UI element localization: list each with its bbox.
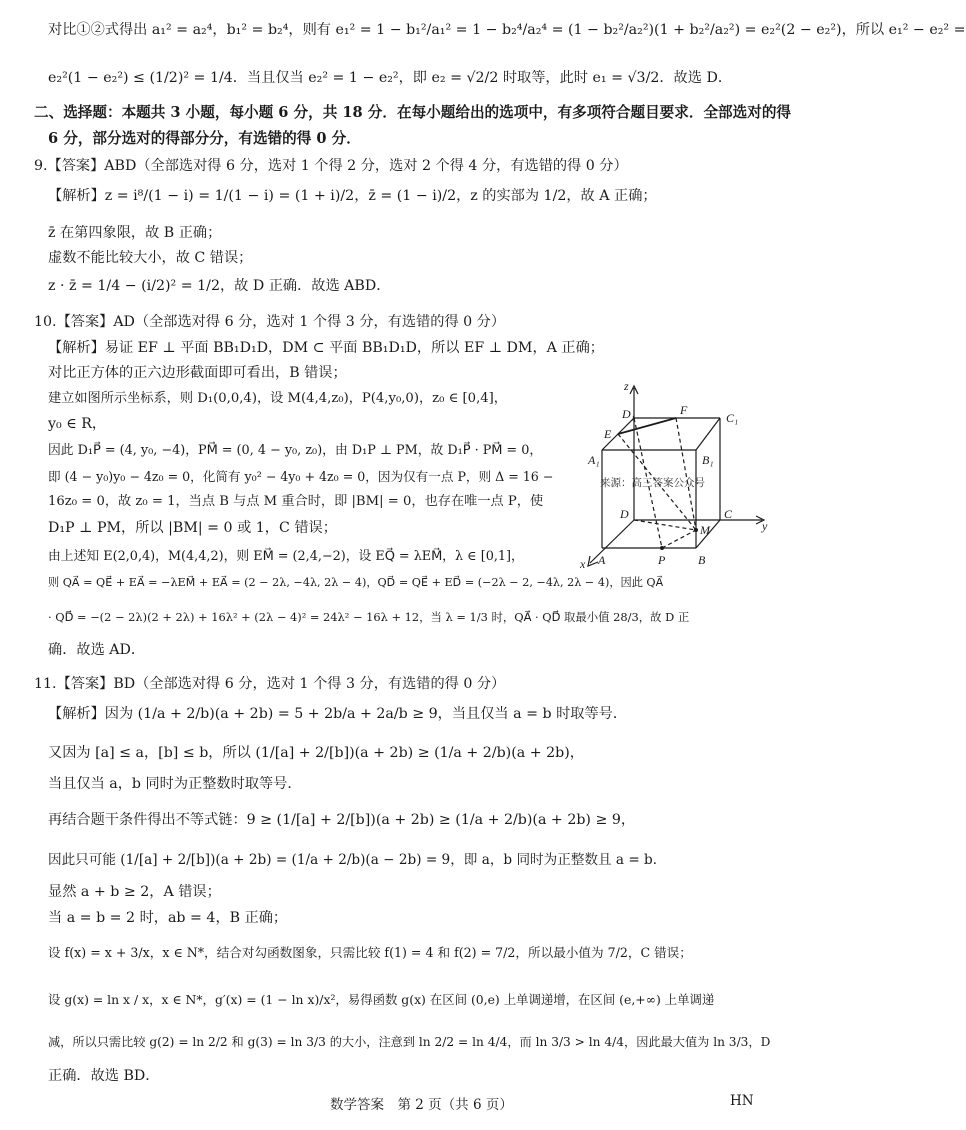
q9-analysis-3: 虚数不能比较大小，故 C 错误； bbox=[48, 250, 253, 266]
q11-analysis-8: 设 f(x) = x + 3/x，x ∈ N*，结合对勾函数图象，只需比较 f(1) = 4 和 f(2) = 7/2，所以最小值为 7/2，C 错误； bbox=[48, 945, 692, 960]
segment-pm bbox=[662, 530, 696, 548]
label-f: F bbox=[680, 403, 688, 417]
q9-analysis-1: 【解析】z = i⁸/(1 − i) = 1/(1 − i) = (1 + i)/2，z̄ = (1 − i)/2，z 的实部为 1/2，故 A 正确； bbox=[48, 188, 657, 204]
cube-figure bbox=[576, 378, 776, 573]
label-c: C bbox=[724, 507, 733, 521]
label-d: D bbox=[620, 507, 629, 521]
footer-region-code: HN bbox=[730, 1093, 754, 1109]
point-p bbox=[660, 546, 664, 550]
label-b1: B₁ bbox=[702, 453, 714, 467]
q10-analysis-12: 确．故选 AD． bbox=[48, 642, 146, 658]
q10-analysis-7: 16z₀ = 0，故 z₀ = 1，当点 B 与点 M 重合时，即 |BM| = 0，也存在唯一点 P，使 bbox=[48, 494, 544, 509]
x-arrow bbox=[588, 556, 598, 566]
label-a1: A₁ bbox=[588, 453, 600, 467]
edge-c1b1 bbox=[696, 418, 720, 450]
q10-analysis-11: · QD⃗ = −(2 − 2λ)(2 + 2λ) + 16λ² + (2λ − 4)² = 24λ² − 16λ + 12，当 λ = 1/3 时，QA⃗ · QD⃗ 取最小值 28/3，故 D 正 bbox=[48, 610, 690, 624]
q10-analysis-4: y₀ ∈ R， bbox=[48, 416, 107, 432]
label-e: E bbox=[604, 427, 612, 441]
q10-analysis-2: 对比正方体的正六边形截面即可看出，B 错误； bbox=[48, 365, 347, 381]
q10-analysis-8: D₁P ⊥ PM，所以 |BM| = 0 或 1，C 错误； bbox=[48, 520, 337, 536]
q11-analysis-2: 又因为 [a] ≤ a，[b] ≤ b，所以 (1/[a] + 2/[b])(a + 2b) ≥ (1/a + 2/b)(a + 2b)， bbox=[48, 745, 584, 761]
label-x: x bbox=[580, 557, 586, 571]
q10-analysis-5: 因此 D₁P⃗ = (4, y₀, −4)，PM⃗ = (0, 4 − y₀, z₀)，由 D₁P ⊥ PM，故 D₁P⃗ · PM⃗ = 0， bbox=[48, 443, 543, 458]
x-axis bbox=[590, 520, 634, 563]
footer-page-info: 数学答案 第 2 页（共 6 页） bbox=[330, 1097, 513, 1113]
label-a: A bbox=[598, 553, 606, 567]
q10-analysis-9: 由上述知 E(2,0,4)，M(4,4,2)，则 EM⃗ = (2,4,−2)，设 EQ⃗ = λEM⃗，λ ∈ [0,1]， bbox=[48, 549, 524, 564]
label-b: B bbox=[698, 553, 706, 567]
q11-analysis-1: 【解析】因为 (1/a + 2/b)(a + 2b) = 5 + 2b/a + 2a/b ≥ 9，当且仅当 a = b 时取等号． bbox=[48, 706, 628, 722]
q11-analysis-3: 当且仅当 a，b 同时为正整数时取等号． bbox=[48, 776, 302, 792]
q11-analysis-10: 减，所以只需比较 g(2) = ln 2/2 和 g(3) = ln 3/3 的大小，注意到 ln 2/2 = ln 4/4，而 ln 3/3 > ln 4/4，因此最大值为 ln 3/3，D bbox=[48, 1035, 771, 1049]
q11-analysis-4: 再结合题干条件得出不等式链：9 ≥ (1/[a] + 2/[b])(a + 2b) ≥ (1/a + 2/b)(a + 2b) ≥ 9， bbox=[48, 812, 636, 828]
q10-analysis-3: 建立如图所示坐标系，则 D₁(0,0,4)，设 M(4,4,z₀)，P(4,y₀,0)，z₀ ∈ [0,4]， bbox=[48, 391, 507, 406]
segment-fm bbox=[676, 418, 696, 530]
q11-analysis-7: 当 a = b = 2 时，ab = 4，B 正确； bbox=[48, 910, 288, 926]
point-m bbox=[694, 528, 698, 532]
q11-analysis-11: 正确．故选 BD． bbox=[48, 1068, 160, 1084]
q11-analysis-6: 显然 a + b ≥ 2，A 错误； bbox=[48, 884, 221, 900]
q11-answer: 11.【答案】BD（全部选对得 6 分，选对 1 个得 3 分，有选错的得 0 分） bbox=[34, 676, 506, 692]
q9-answer: 9.【答案】ABD（全部选对得 6 分，选对 1 个得 2 分，选对 2 个得 4 分，有选错的得 0 分） bbox=[34, 158, 628, 174]
label-c1: C₁ bbox=[726, 411, 739, 425]
segment-dm bbox=[634, 520, 696, 530]
text-line-2: e₂²(1 − e₂²) ≤ (1/2)² = 1/4．当且仅当 e₂² = 1 − e₂²，即 e₂ = √2/2 时取等，此时 e₁ = √3/2．故选 D． bbox=[48, 70, 733, 86]
label-m: M bbox=[700, 523, 710, 537]
label-p: P bbox=[658, 553, 666, 567]
watermark-text: 来源：高三答案公众号 bbox=[600, 477, 705, 489]
q11-analysis-5: 因此只可能 (1/[a] + 2/[b])(a + 2b) = (1/a + 2/b)(a − 2b) = 9，即 a，b 同时为正整数且 a = b． bbox=[48, 852, 667, 868]
q10-answer: 10.【答案】AD（全部选对得 6 分，选对 1 个得 3 分，有选错的得 0 分） bbox=[34, 314, 506, 330]
q10-analysis-1: 【解析】易证 EF ⊥ 平面 BB₁D₁D，DM ⊂ 平面 BB₁D₁D，所以 EF ⊥ DM，A 正确； bbox=[48, 340, 604, 356]
q9-analysis-2: z̄ 在第四象限，故 B 正确； bbox=[48, 225, 222, 241]
section-heading-cont: 6 分，部分选对的得部分分，有选错的得 0 分． bbox=[48, 130, 361, 147]
label-z: z bbox=[624, 379, 629, 393]
text-line-1: 对比①②式得出 a₁² = a₂⁴，b₁² = b₂⁴，则有 e₁² = 1 − b₁²/a₁² = 1 − b₂⁴/a₂⁴ = (1 − b₂²/a₂²)(1 + b₂²/a₂²) = e₂²(2 − e₂²)，所以 e₁² − e₂² = bbox=[48, 22, 966, 38]
label-y: y bbox=[762, 519, 768, 533]
q9-analysis-4: z · z̄ = 1/4 − (i/2)² = 1/2，故 D 正确．故选 ABD． bbox=[48, 278, 391, 294]
label-d1: D₁ bbox=[622, 407, 635, 421]
section-heading: 二、选择题：本题共 3 小题，每小题 6 分，共 18 分．在每小题给出的选项中，有多项符合题目要求．全部选对的得 bbox=[34, 104, 792, 121]
q11-analysis-9: 设 g(x) = ln x / x，x ∈ N*，g′(x) = (1 − ln x)/x²，易得函数 g(x) 在区间 (0,e) 上单调递增，在区间 (e,+∞) 上单调递 bbox=[48, 992, 715, 1007]
q10-analysis-6: 即 (4 − y₀)y₀ − 4z₀ = 0，化简有 y₀² − 4y₀ + 4z₀ = 0，因为仅有一点 P，则 Δ = 16 − bbox=[48, 469, 554, 484]
q10-analysis-10: 则 QA⃗ = QE⃗ + EA⃗ = −λEM⃗ + EA⃗ = (2 − 2λ, −4λ, 2λ − 4)，QD⃗ = QE⃗ + ED⃗ = (−2λ − 2, −4λ, 2λ − 4)，因此 QA⃗ bbox=[48, 576, 664, 589]
